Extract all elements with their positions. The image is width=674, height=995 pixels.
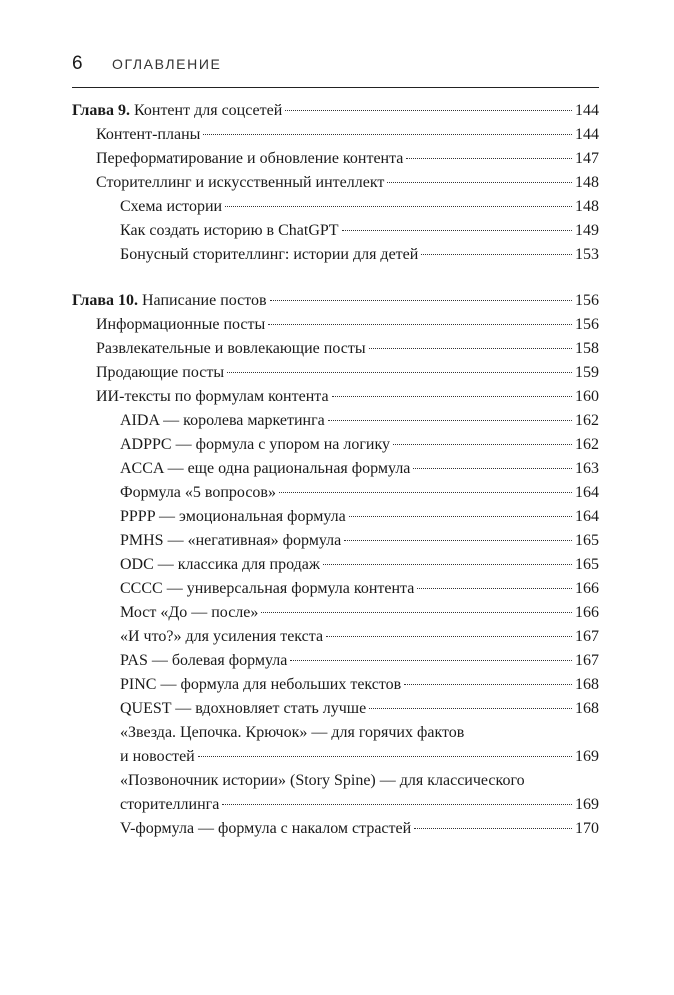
entry-title: ADPPC — формула с упором на логику — [120, 436, 391, 453]
page-ref: 148 — [575, 174, 599, 191]
page-ref: 166 — [575, 604, 599, 621]
entry-title: ODC — классика для продаж — [120, 556, 320, 573]
subsection-entry[interactable] — [72, 817, 599, 841]
dot-leader — [268, 324, 572, 325]
chapter-title — [72, 99, 282, 123]
section-entry[interactable] — [72, 123, 599, 147]
chapter-entry[interactable] — [72, 289, 599, 313]
subsection-entry[interactable] — [72, 195, 599, 219]
dot-leader — [342, 230, 572, 231]
chapter-name: Контент для соцсетей — [130, 102, 283, 119]
page-ref: 163 — [575, 460, 599, 477]
subsection-entry[interactable] — [72, 649, 599, 673]
entry-title: Формула «5 вопросов» — [120, 484, 276, 501]
entry-title: PMHS — «негативная» формула — [120, 532, 342, 549]
entry-title: CCCC — универсальная формула контента — [120, 580, 415, 597]
dot-leader — [328, 420, 572, 421]
dot-leader — [198, 756, 572, 757]
entry-title: Продающие посты — [96, 364, 225, 381]
page-ref: 162 — [575, 436, 599, 453]
subsection-entry[interactable] — [72, 721, 599, 769]
dot-leader — [332, 396, 572, 397]
subsection-entry[interactable] — [72, 673, 599, 697]
page-ref: 165 — [575, 556, 599, 573]
entry-title: V-формула — формула с накалом страстей — [120, 820, 412, 837]
section-entry[interactable] — [72, 385, 599, 409]
dot-leader — [393, 444, 572, 445]
section-entry[interactable] — [72, 337, 599, 361]
dot-leader — [323, 564, 572, 565]
entry-title-line1: «Звезда. Цепочка. Крючок» — для горячих фактов — [120, 724, 465, 741]
subsection-entry[interactable] — [72, 553, 599, 577]
subsection-entry[interactable] — [72, 505, 599, 529]
chapter-entry[interactable] — [72, 99, 599, 123]
entry-title: QUEST — вдохновляет стать лучше — [120, 700, 367, 717]
dot-leader — [279, 492, 572, 493]
page-header — [72, 53, 221, 75]
dot-leader — [413, 468, 572, 469]
dot-leader — [344, 540, 572, 541]
section-entry[interactable] — [72, 313, 599, 337]
dot-leader — [222, 804, 572, 805]
page-ref: 169 — [575, 796, 599, 813]
dot-leader — [227, 372, 572, 373]
dot-leader — [417, 588, 572, 589]
entry-title: Переформатирование и обновление контента — [96, 150, 404, 167]
page-ref: 167 — [575, 628, 599, 645]
entry-title: Контент-планы — [96, 126, 201, 143]
entry-title: Бонусный сторителлинг: истории для детей — [120, 246, 419, 263]
page-ref: 156 — [575, 316, 599, 333]
page-ref: 159 — [575, 364, 599, 381]
entry-title: PAS — болевая формула — [120, 652, 288, 669]
dot-leader — [387, 182, 572, 183]
dot-leader — [290, 660, 572, 661]
entry-title: ACCA — еще одна рациональная формула — [120, 460, 411, 477]
page-ref: 144 — [575, 102, 599, 119]
page-ref: 160 — [575, 388, 599, 405]
chapter-name: Написание постов — [138, 292, 267, 309]
entry-title: ИИ-тексты по формулам контента — [96, 388, 329, 405]
entry-title: и новостей — [120, 748, 195, 765]
entry-title: Схема истории — [120, 198, 223, 215]
dot-leader — [406, 158, 572, 159]
chapter-number: Глава 9. — [72, 102, 130, 119]
dot-leader — [369, 708, 572, 709]
section-entry[interactable] — [72, 361, 599, 385]
subsection-entry[interactable] — [72, 433, 599, 457]
page-ref: 166 — [575, 580, 599, 597]
subsection-entry[interactable] — [72, 219, 599, 243]
entry-title: Мост «До — после» — [120, 604, 259, 621]
subsection-entry[interactable] — [72, 577, 599, 601]
entry-title: PPPP — эмоциональная формула — [120, 508, 346, 525]
subsection-entry[interactable] — [72, 457, 599, 481]
subsection-entry[interactable] — [72, 769, 599, 817]
entry-title-line1: «Позвоночник истории» (Story Spine) — для классического — [120, 772, 525, 789]
page-ref: 164 — [575, 484, 599, 501]
page-ref: 144 — [575, 126, 599, 143]
subsection-entry[interactable] — [72, 481, 599, 505]
dot-leader — [349, 516, 572, 517]
chapter-group — [72, 99, 599, 267]
page-ref: 169 — [575, 748, 599, 765]
chapter-title — [72, 289, 267, 313]
page-ref: 162 — [575, 412, 599, 429]
page-ref: 148 — [575, 198, 599, 215]
entry-title: Развлекательные и вовлекающие посты — [96, 340, 366, 357]
subsection-entry[interactable] — [72, 625, 599, 649]
subsection-entry[interactable] — [72, 529, 599, 553]
chapter-group — [72, 289, 599, 841]
page-ref: 165 — [575, 532, 599, 549]
dot-leader — [414, 828, 572, 829]
dot-leader — [270, 300, 572, 301]
entry-title-line2 — [120, 745, 599, 769]
page-ref: 167 — [575, 652, 599, 669]
entry-title-line2 — [120, 793, 599, 817]
subsection-entry[interactable] — [72, 601, 599, 625]
entry-title: Сторителлинг и искусственный интеллект — [96, 174, 385, 191]
dot-leader — [404, 684, 572, 685]
page-ref: 156 — [575, 292, 599, 309]
entry-title: Как создать историю в ChatGPT — [120, 222, 339, 239]
entry-title: Информационные посты — [96, 316, 266, 333]
page-ref: 170 — [575, 820, 599, 837]
entry-title: сторителлинга — [120, 796, 220, 813]
section-entry[interactable] — [72, 171, 599, 195]
page-ref: 168 — [575, 676, 599, 693]
table-of-contents — [72, 99, 599, 863]
dot-leader — [326, 636, 572, 637]
subsection-entry[interactable] — [72, 243, 599, 267]
page-ref: 147 — [575, 150, 599, 167]
page-ref: 153 — [575, 246, 599, 263]
page-ref: 158 — [575, 340, 599, 357]
section-title: ОГЛАВЛЕНИЕ — [112, 56, 222, 72]
header-divider — [72, 87, 599, 88]
subsection-entry[interactable] — [72, 409, 599, 433]
entry-title: PINC — формула для небольших текстов — [120, 676, 402, 693]
subsection-entry[interactable] — [72, 697, 599, 721]
entry-title: «И что?» для усиления текста — [120, 628, 324, 645]
chapter-number: Глава 10. — [72, 292, 138, 309]
section-entry[interactable] — [72, 147, 599, 171]
page-ref: 164 — [575, 508, 599, 525]
dot-leader — [203, 134, 572, 135]
dot-leader — [225, 206, 572, 207]
page-number: 6 — [72, 53, 83, 74]
dot-leader — [261, 612, 572, 613]
dot-leader — [369, 348, 572, 349]
entry-title: AIDA — королева маркетинга — [120, 412, 325, 429]
page-ref: 168 — [575, 700, 599, 717]
dot-leader — [421, 254, 572, 255]
dot-leader — [285, 110, 572, 111]
page-ref: 149 — [575, 222, 599, 239]
